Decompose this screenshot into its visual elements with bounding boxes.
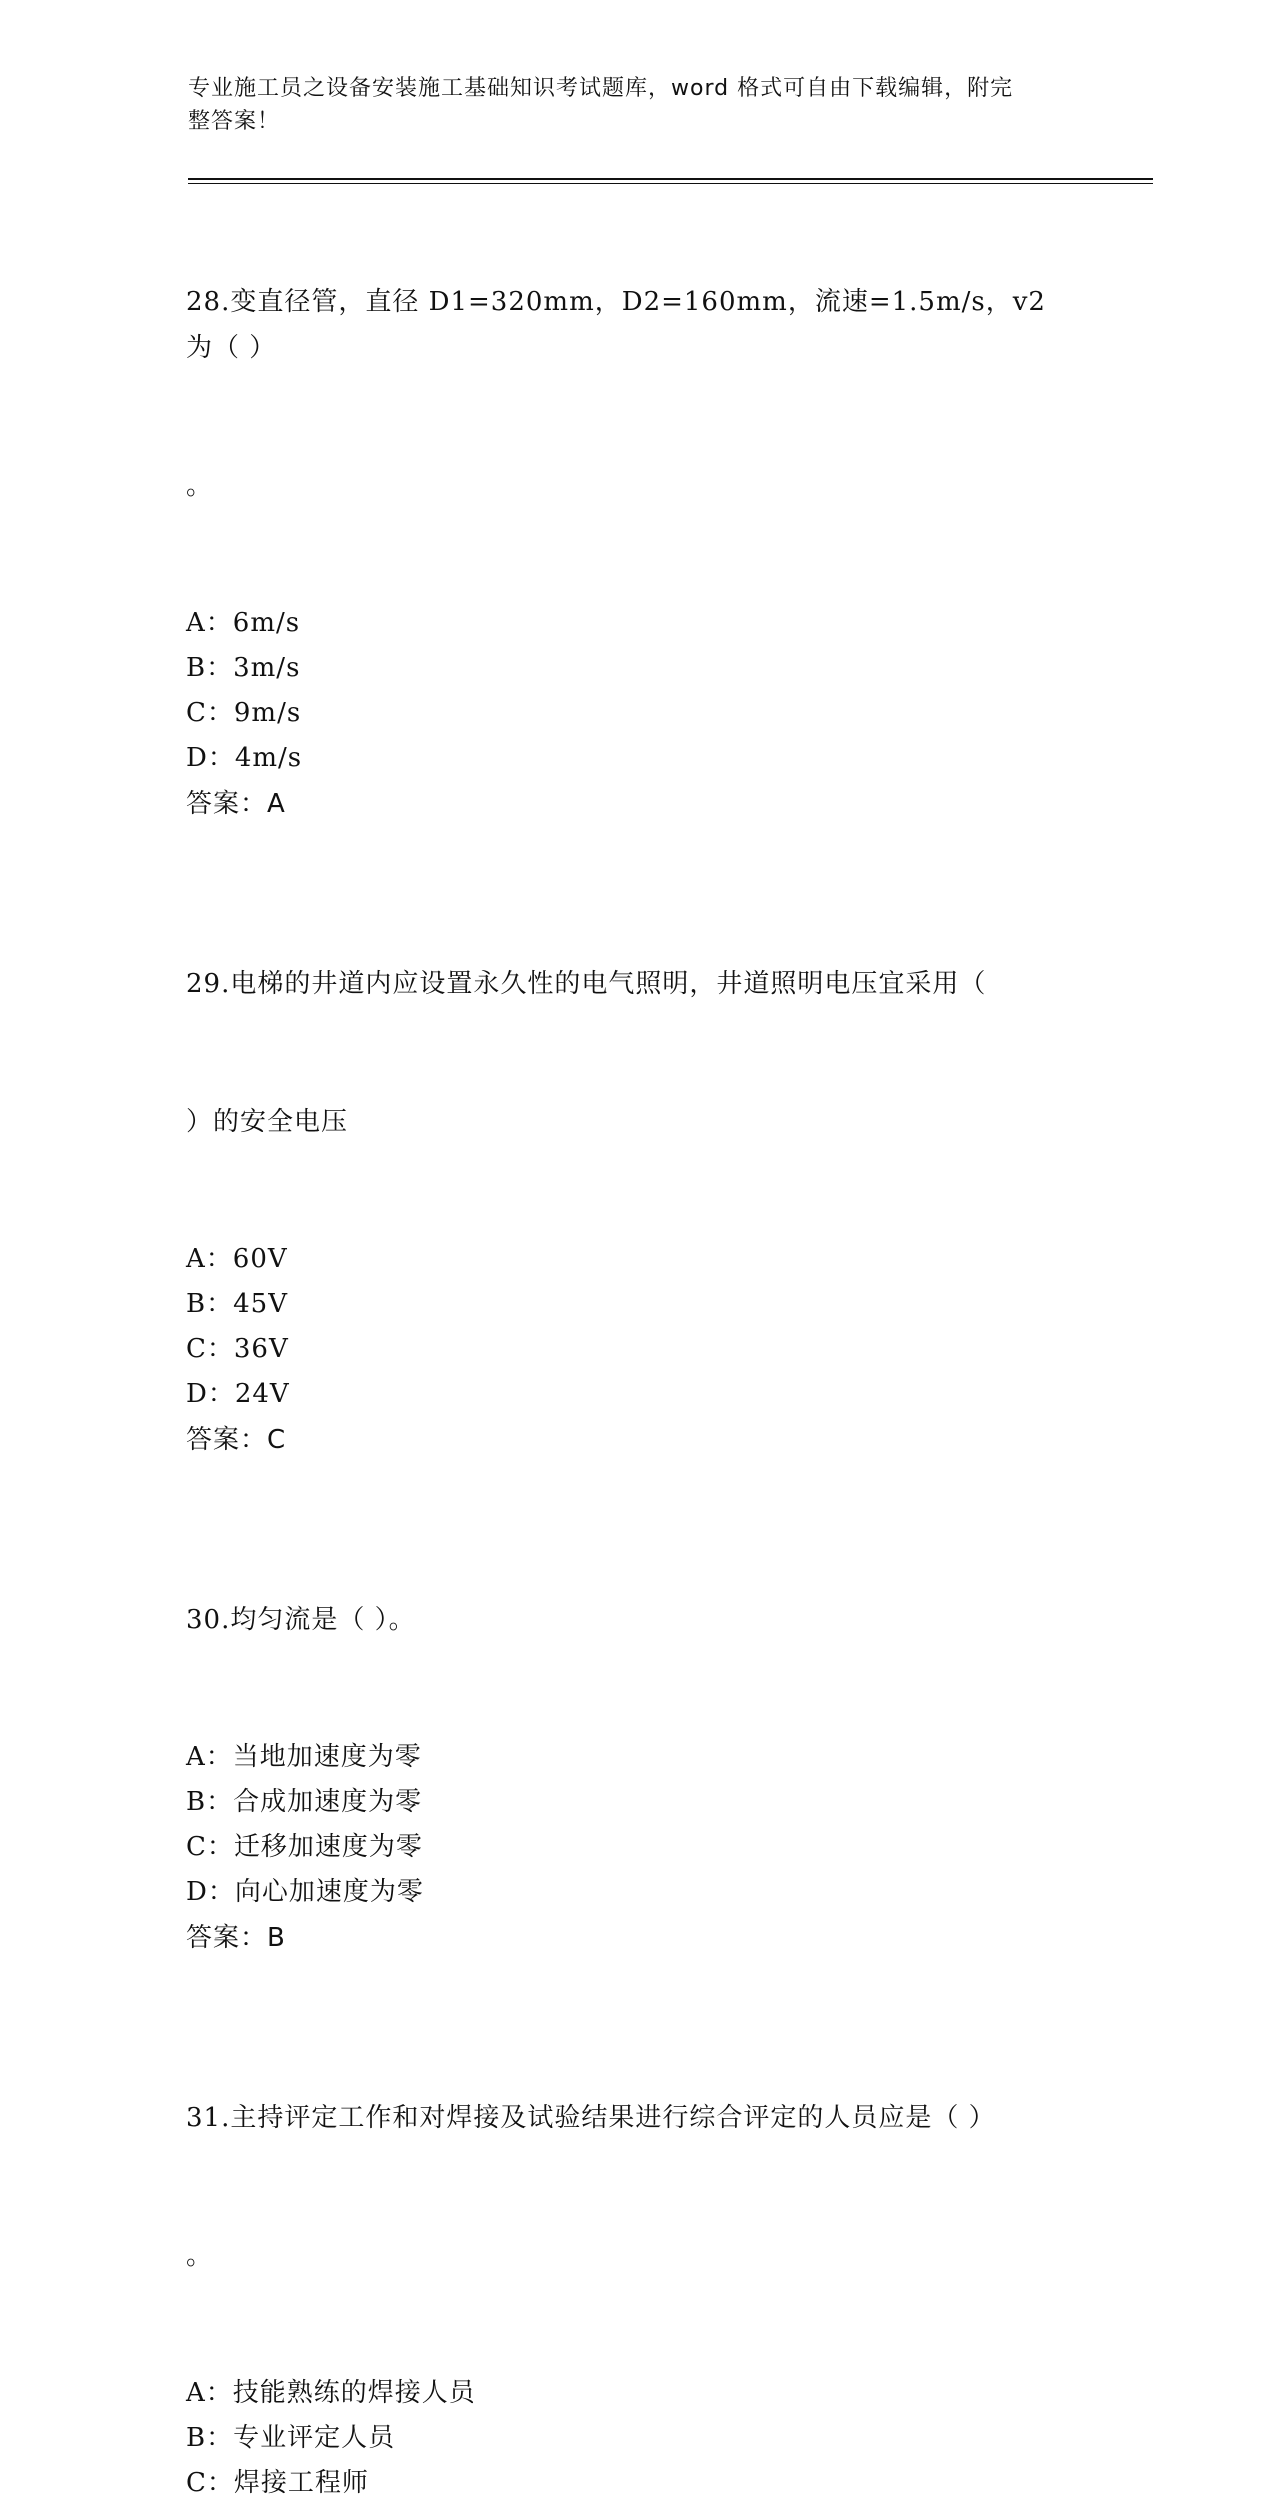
- question-30: [186, 1505, 1066, 1961]
- option-c: C：36V: [186, 1334, 289, 1364]
- option-c: C：9m/s: [186, 698, 302, 728]
- document-header: [188, 72, 1068, 138]
- question-29: [186, 869, 1066, 1463]
- question-stem-line-2: 。: [186, 2241, 214, 2271]
- option-a: A：6m/s: [186, 608, 301, 638]
- answer-label: 答案：B: [186, 1923, 286, 1953]
- option-d: D：向心加速度为零: [186, 1877, 424, 1907]
- question-stem: [186, 869, 1066, 1237]
- header-divider-thick: [188, 178, 1153, 180]
- question-stem-line-1: 28.变直径管，直径 D1=320mm，D2=160mm，流速=1.5m/s，v2 为（ ）: [186, 287, 1056, 363]
- option-b: B：3m/s: [186, 653, 301, 683]
- question-stem-line-2: ）的安全电压: [186, 1107, 349, 1137]
- answer-label: 答案：A: [186, 789, 286, 819]
- option-c: C：焊接工程师: [186, 2468, 369, 2498]
- option-a: A：60V: [186, 1244, 288, 1274]
- question-31: [186, 2003, 1066, 2506]
- option-b: B：合成加速度为零: [186, 1787, 423, 1817]
- question-stem-line-1: 30.均匀流是（ ）。: [186, 1605, 416, 1635]
- question-stem: [186, 2003, 1066, 2371]
- option-d: D：24V: [186, 1379, 290, 1409]
- question-stem-line-1: 31.主持评定工作和对焊接及试验结果进行综合评定的人员应是（ ）: [186, 2103, 996, 2133]
- option-c: C：迁移加速度为零: [186, 1832, 423, 1862]
- option-b: B：专业评定人员: [186, 2423, 396, 2453]
- option-a: A：当地加速度为零: [186, 1742, 422, 1772]
- question-28: [186, 187, 1066, 827]
- answer-label: 答案：C: [186, 1425, 287, 1455]
- option-b: B：45V: [186, 1289, 288, 1319]
- question-stem: [186, 187, 1066, 601]
- header-divider-thin: [188, 183, 1153, 184]
- question-stem: [186, 1505, 1066, 1735]
- header-line-1: 专业施工员之设备安装施工基础知识考试题库，word 格式可自由下载编辑，附完: [188, 76, 1014, 101]
- option-d: D：4m/s: [186, 743, 303, 773]
- header-line-2: 整答案！: [188, 109, 281, 134]
- question-list: [186, 187, 1066, 2506]
- option-a: A：技能熟练的焊接人员: [186, 2378, 476, 2408]
- question-stem-line-2: 。: [186, 471, 214, 501]
- question-stem-line-1: 29.电梯的井道内应设置永久性的电气照明，井道照明电压宜采用（: [186, 969, 987, 999]
